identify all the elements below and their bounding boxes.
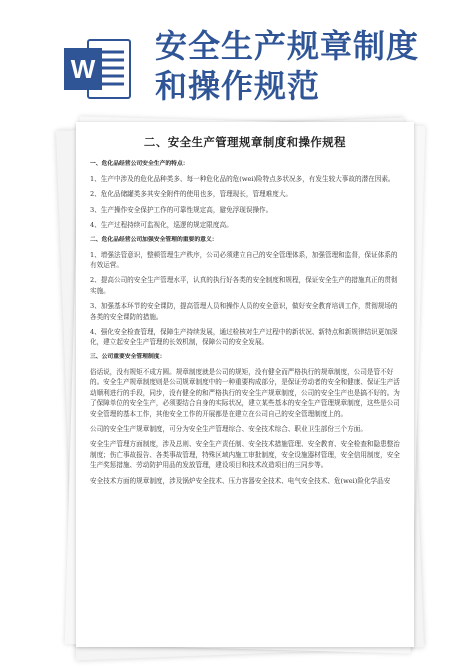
paragraph: 2、危化品储罐类多其安全附件的使用也多，管理现长，管理难度大。	[90, 190, 293, 199]
word-icon-letter: W	[70, 54, 96, 84]
section-2	[90, 236, 400, 348]
paragraph: 3、生产操作安全保护工作的可靠性规定高，避免浮现误操作。	[90, 205, 273, 214]
paragraph: 4、强化安全检查管理，保障生产持续发展，通过检核对生产过程中的新状况、新特点和新规律结识更加深化，建立起安全生产管理的长效机制，保障公司的安全发展。	[90, 328, 398, 347]
paragraph: 3、加强基本环节的安全课防，提高管理人员和操作人员的安全意识，做好安全教育培训工作，贯彻规场的各类的安全课防的措施。	[90, 302, 398, 321]
paragraph: 公司的安全生产规章制度，可分为安全生产管理综合、安全技术综合、职业卫生部份三个方面。	[90, 424, 367, 433]
document-title: 二、安全生产管理规章制度和操作规程	[143, 135, 347, 149]
section-1	[90, 160, 400, 231]
paragraph: 4、生产过程持续可监视化，巡逻的规定限度高。	[90, 221, 233, 230]
paragraph: 俗话说，没有规矩不成方圆。规章制度就是公司的规矩，没有健全而严格执行的规章制度，公司是管不好的。安全生产规章制度则是公司规章制度中的一种重要构成部分，是保证劳动者的安全和健康、保证生产活动顺利进行的手段，同步，没有健全的和严格执行的安全生产规章制度，公司的安全生产也是搞不好的。为了保障单位的安全生产，必须要结合自身的实际状况，建立某些基本的安全生产管理规章制度，这些是公司安全管理的基本工作，其他安全工作的开展都是在建立在公司自己的安全管理制度上的。	[90, 367, 400, 418]
paragraph: 1、生产中涉及的危化品种类多、每一种危化品的危(wei)险特点多状况多，有发生较大事故的潜在因素。	[90, 175, 395, 183]
section-heading: 二、危化品经营公司加强安全管理的重要的意义：	[90, 236, 218, 243]
paragraph: 安全技术方面的规章制度，涉及锅炉安全技术、压力容器安全技术、电气安全技术、危(wei)险化学品安	[90, 476, 391, 485]
document-page	[76, 122, 414, 647]
word-document-icon	[62, 36, 132, 102]
paragraph: 1、增强法管意识，整顿管理生产秩序，公司必须建立自己的安全管理体系，加强管理和监督，保证体系的有效运营。	[90, 250, 398, 270]
section-heading: 三、公司重要安全管理制度：	[90, 353, 166, 360]
banner-title	[155, 26, 455, 106]
header-banner	[0, 0, 474, 118]
section-heading: 一、危化品经营公司安全生产的特点：	[90, 161, 189, 167]
section-3	[90, 353, 400, 486]
paragraph: 2、提高公司的安全生产管理水平，认真的执行好各类的安全制度和规程，保证安全生产的措施真正的贯彻实施。	[90, 276, 398, 295]
banner-title-line1: 安全生产规章制度	[155, 27, 420, 65]
paragraph: 安全生产管理方面制度，涉及总则、安全生产责任制、安全技术措施管理、安全教育、安全检查和隐患整治制度；伤亡事故报告、各类事故管理，特殊区域内施工审批制度，安全设施器材管理，安全信用制度，安全生产奖惩措施、劳动防护用品的发放管理，建设项目和技术改造项目的三同步等。	[90, 440, 400, 470]
banner-title-line2: 和操作规范	[155, 67, 321, 105]
